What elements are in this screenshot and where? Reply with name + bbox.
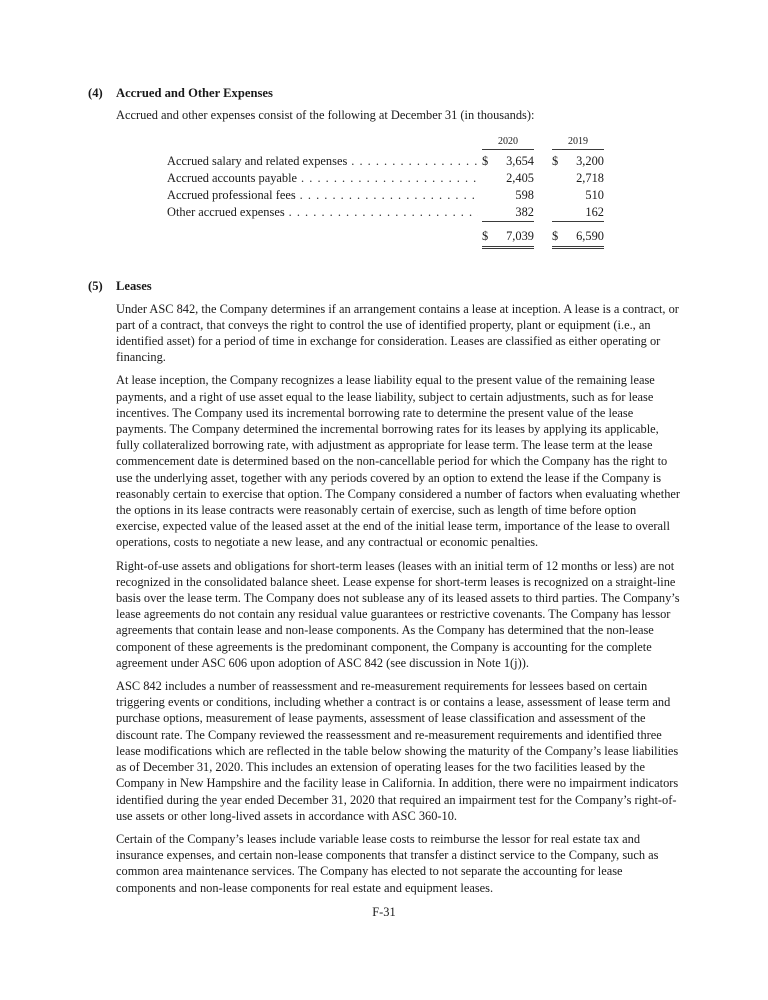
table-header-row	[167, 136, 604, 150]
cell-value: 2,405	[506, 171, 534, 186]
accrued-expenses-table	[167, 136, 604, 251]
page-number: F-31	[372, 905, 396, 919]
section-accrued-expenses	[88, 85, 682, 251]
row-label: Other accrued expenses	[167, 205, 285, 220]
table-row	[167, 153, 604, 170]
section-leases	[88, 278, 682, 895]
cell-value: 382	[515, 205, 534, 220]
cell-2020	[482, 170, 534, 187]
cell-2019	[552, 187, 604, 204]
paragraph-short-term-leases: Right-of-use assets and obligations for short-term leases (leases with an initial term of 12 months or less) are not recognized in the consolidated balance sheet. Lease expense for short-term leases is recognized on a straight-line basis over the lease term. The Company does not sublease any of its leased assets to third parties. The Company’s lease agreements do not contain any residual value guarantees or restrictive covenants. The Company has lessor agreements that contain lease and non-lease components. As the Company has determined that the non-lease component of these agreements is the predominant component, the Company is accounting for the complete agreement under ASC 606 upon adoption of ASC 842 (see discussion in Note 1(j)).	[116, 558, 680, 670]
row-label: Accrued salary and related expenses	[167, 154, 348, 169]
section4-body	[116, 107, 682, 251]
cell-2019	[552, 204, 604, 222]
total-cell-2020	[482, 228, 534, 249]
total-cell-2019	[552, 228, 604, 249]
cell-2020	[482, 204, 534, 222]
cell-2020	[482, 153, 534, 170]
dot-leader	[301, 170, 478, 187]
column-header-2019: 2019	[552, 136, 604, 150]
dot-leader	[300, 187, 478, 204]
table-total-row	[167, 228, 604, 251]
table-row	[167, 187, 604, 204]
cell-value: 3,200	[576, 154, 604, 169]
paragraph-variable-costs: Certain of the Company’s leases include variable lease costs to reimburse the lessor for real estate tax and insurance expenses, and certain non-lease components that transfer a distinct service to the Company, such as common area maintenance services. The Company has elected to not separate the accounting for lease components and non-lease components for real estate and equipment leases.	[116, 831, 659, 895]
currency-symbol: $	[552, 154, 559, 169]
cell-value: 7,039	[506, 229, 534, 244]
cell-value: 598	[515, 188, 534, 203]
section5-number: (5)	[88, 279, 103, 294]
cell-value: 162	[585, 205, 604, 220]
currency-symbol: $	[482, 154, 489, 169]
cell-value: 6,590	[576, 229, 604, 244]
section5-heading	[88, 278, 682, 294]
currency-symbol: $	[552, 229, 559, 244]
cell-2019	[552, 170, 604, 187]
currency-symbol: $	[482, 229, 489, 244]
table-row	[167, 204, 604, 222]
section4-number: (4)	[88, 86, 103, 100]
cell-value: 3,654	[506, 154, 534, 169]
table-row	[167, 170, 604, 187]
row-label: Accrued accounts payable	[167, 171, 298, 186]
cell-2019	[552, 153, 604, 170]
section5-body	[116, 301, 682, 896]
cell-2020	[482, 187, 534, 204]
dot-leader	[351, 153, 478, 170]
section4-title: Accrued and Other Expenses	[116, 86, 273, 100]
cell-value: 2,718	[576, 171, 604, 186]
paragraph-lease-inception: At lease inception, the Company recognizes a lease liability equal to the present value of the remaining lease payments, and a right of use asset equal to the lease liability, subject to certain adjustments, such as for lease incentives. The Company used its incremental borrowing rate to determine the present value of the lease payments. The Company determined the incremental borrowing rates for its leases by applying its applicable, fully collateralized borrowing rate, with adjustment as appropriate for lease term. The lease term at the lease commencement date is determined based on the non-cancellable period for which the Company has the right to use the underlying asset, together with any periods covered by an option to extend the lease if the Company is reasonably certain to exercise that option. The Company considered a number of factors when evaluating whether the options in its lease contracts were reasonably certain of exercise, such as length of time before option exercise, expected value of the leased asset at the end of the initial lease term, importance of the lease to overall operations, costs to negotiate a new lease, and any contractual or economic penalties.	[116, 373, 681, 550]
dot-leader	[289, 204, 478, 221]
section4-intro: Accrued and other expenses consist of the following at December 31 (in thousands):	[116, 108, 535, 123]
row-label: Accrued professional fees	[167, 188, 296, 203]
section4-heading	[88, 85, 682, 101]
cell-value: 510	[585, 188, 604, 203]
paragraph-reassessment: ASC 842 includes a number of reassessment and re-measurement requirements for lessees based on certain triggering events or conditions, including whether a contract is or contains a lease, assessment of lease term and purchase options, measurement of lease payments, assessment of lease classification and assessment of the discount rate. The Company reviewed the reassessment and re-measurement requirements and identified three lease modifications which are reflected in the table below showing the maturity of the Company’s lease liabilities as of December 31, 2020. This includes an extension of operating leases for the two facilities leased by the Company in New Hampshire and the facility lease in California. In addition, there were no impairment indicators identified during the year ended December 31, 2020 that required an impairment test for the Company’s right-of-use assets or other long-lived assets in accordance with ASC 360-10.	[116, 679, 679, 823]
section5-title: Leases	[116, 279, 152, 294]
column-header-2020: 2020	[482, 136, 534, 150]
paragraph-lease-definition: Under ASC 842, the Company determines if an arrangement contains a lease at inception. A lease is a contract, or part of a contract, that conveys the right to control the use of identified property, plant or equipment (i.e., an identified asset) for a period of time in exchange for consideration. Leases are classified as either operating or financing.	[116, 301, 679, 365]
